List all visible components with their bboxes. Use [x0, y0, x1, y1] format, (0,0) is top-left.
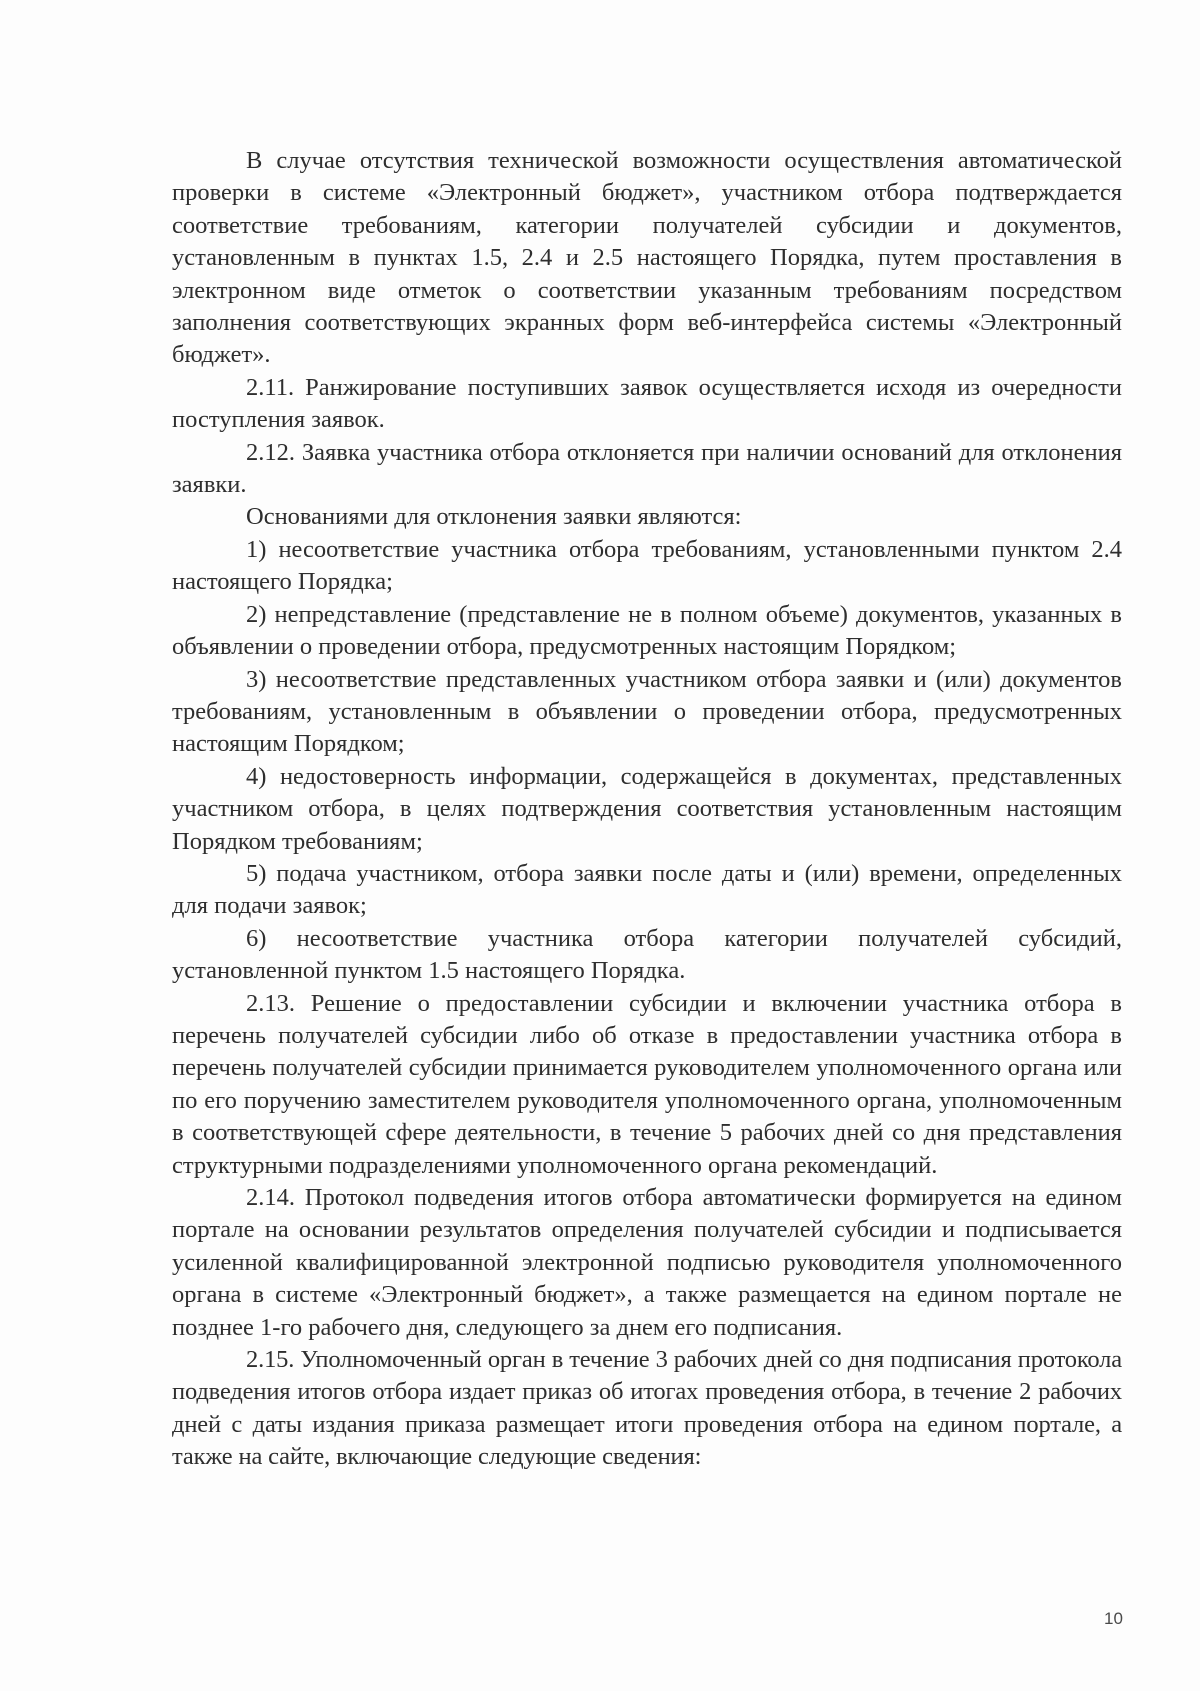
- paragraph-grounds-intro: Основаниями для отклонения заявки являются:: [246, 503, 742, 531]
- paragraph-ground-3: 3) несоответствие представленных участником отбора заявки и (или) документов требованиям, установленным в объявлении о проведении отбора, предусмотренных настоящим Порядком;: [172, 665, 1122, 758]
- paragraph-2-14: 2.14. Протокол подведения итогов отбора автоматически формируется на едином портале на основании результатов определения получателей субсидии и подписывается усиленной квалифицированной электронной подписью руководителя уполномоченного органа в системе «Электронный бюджет», а также размещается на едином портале не позднее 1-го рабочего дня, следующего за днем его подписания.: [172, 1184, 1122, 1341]
- paragraph-ground-2: 2) непредставление (представление не в полном объеме) документов, указанных в объявлении о проведении отбора, предусмотренных настоящим Порядком;: [172, 600, 1122, 661]
- page-number: 10: [1104, 1609, 1123, 1628]
- paragraph-ground-5: 5) подача участником, отбора заявки после даты и (или) времени, определенных для подачи заявок;: [172, 859, 1122, 920]
- paragraph-2-11: 2.11. Ранжирование поступивших заявок осуществляется исходя из очередности поступления заявок.: [172, 373, 1122, 434]
- paragraph-ground-1: 1) несоответствие участника отбора требованиям, установленными пунктом 2.4 настоящего Порядка;: [172, 535, 1122, 596]
- paragraph-2-13: 2.13. Решение о предоставлении субсидии и включении участника отбора в перечень получателей субсидии либо об отказе в предоставлении участника отбора в перечень получателей субсидии принимается руководителем уполномоченного органа или по его поручению заместителем руководителя уполномоченного органа, уполномоченным в соответствующей сфере деятельности, в течение 5 рабочих дней со дня представления структурными подразделениями уполномоченного органа рекомендаций.: [172, 989, 1122, 1179]
- document-body: [172, 145, 1122, 1474]
- paragraph-ground-4: 4) недостоверность информации, содержащейся в документах, представленных участником отбора, в целях подтверждения соответствия установленным настоящим Порядком требованиям;: [172, 762, 1122, 855]
- paragraph-2-12: 2.12. Заявка участника отбора отклоняется при наличии оснований для отклонения заявки.: [172, 438, 1122, 499]
- paragraph-2-15: 2.15. Уполномоченный орган в течение 3 рабочих дней со дня подписания протокола подведения итогов отбора издает приказ об итогах проведения отбора, в течение 2 рабочих дней с даты издания приказа размещает итоги проведения отбора на едином портале, а также на сайте, включающие следующие сведения:: [172, 1346, 1122, 1471]
- paragraph-ground-6: 6) несоответствие участника отбора категории получателей субсидий, установленной пунктом 1.5 настоящего Порядка.: [172, 924, 1122, 985]
- paragraph-auto-check: В случае отсутствия технической возможности осуществления автоматической проверки в системе «Электронный бюджет», участником отбора подтверждается соответствие требованиям, категории получателей субсидии и документов, установленным в пунктах 1.5, 2.4 и 2.5 настоящего Порядка, путем проставления в электронном виде отметок о соответствии указанным требованиям посредством заполнения соответствующих экранных форм веб-интерфейса системы «Электронный бюджет».: [172, 147, 1122, 369]
